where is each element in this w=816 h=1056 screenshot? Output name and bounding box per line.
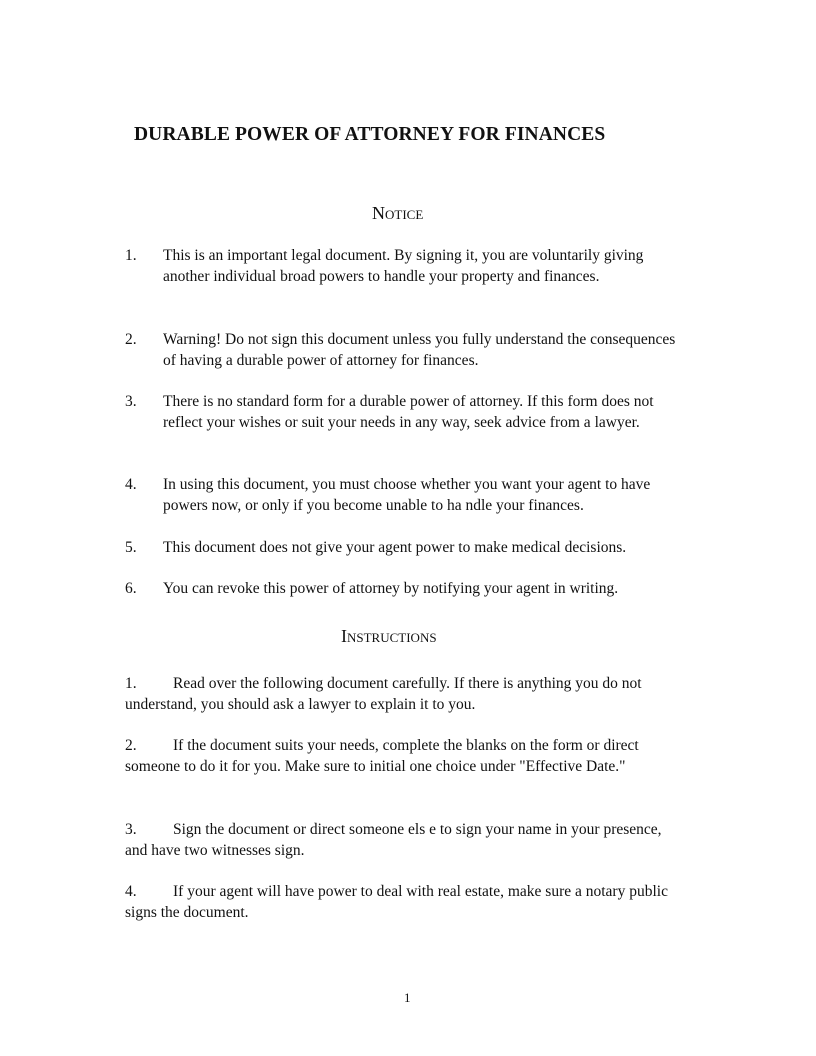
notice-item-number: 1. bbox=[125, 247, 137, 264]
page-title: DURABLE POWER OF ATTORNEY FOR FINANCES bbox=[134, 124, 606, 145]
notice-item-number: 3. bbox=[125, 393, 137, 410]
notice-item-text: In using this document, you must choose whether you want your agent to have powers now, or only if you become unable to ha ndle your finances. bbox=[163, 476, 651, 514]
instruction-item-text: Read over the following document carefully. If there is anything you do not understand, you should ask a lawyer to explain it to you. bbox=[125, 675, 642, 713]
instruction-item bbox=[125, 673, 685, 715]
instruction-item-number: 4. bbox=[125, 883, 137, 900]
instruction-item-number: 3. bbox=[125, 821, 137, 838]
instruction-item-number: 2. bbox=[125, 737, 137, 754]
page-number: 1 bbox=[404, 990, 411, 1005]
notice-item-text: This document does not give your agent power to make medical decisions. bbox=[163, 539, 627, 556]
notice-item-text: Warning! Do not sign this document unless you fully understand the consequences of having a durable power of attorney for finances. bbox=[163, 331, 676, 369]
instruction-item-text: If your agent will have power to deal with real estate, make sure a notary public signs the document. bbox=[125, 883, 668, 921]
notice-item-text: There is no standard form for a durable power of attorney. If this form does not reflect your wishes or suit your needs in any way, seek advice from a lawyer. bbox=[163, 393, 654, 431]
instruction-item-text: If the document suits your needs, complete the blanks on the form or direct someone to do it for you. Make sure to initial one choice under "Effective Date." bbox=[125, 737, 639, 775]
notice-item bbox=[125, 391, 685, 433]
instruction-item bbox=[125, 735, 685, 777]
instructions-heading: Instructions bbox=[341, 626, 437, 646]
notice-item bbox=[125, 329, 685, 371]
notice-item bbox=[125, 245, 685, 287]
notice-item-number: 5. bbox=[125, 539, 137, 556]
notice-item bbox=[125, 537, 685, 558]
notice-item-number: 6. bbox=[125, 580, 137, 597]
notice-item-text: This is an important legal document. By signing it, you are voluntarily giving another individual broad powers to handle your property and finances. bbox=[163, 247, 644, 285]
instruction-item-text: Sign the document or direct someone els e to sign your name in your presence, and have two witnesses sign. bbox=[125, 821, 662, 859]
instruction-item-number: 1. bbox=[125, 675, 137, 692]
instruction-item bbox=[125, 819, 685, 861]
notice-item-text: You can revoke this power of attorney by notifying your agent in writing. bbox=[163, 580, 619, 597]
notice-heading: Notice bbox=[372, 203, 424, 223]
notice-item-number: 4. bbox=[125, 476, 137, 493]
notice-item bbox=[125, 474, 685, 516]
instruction-item bbox=[125, 881, 685, 923]
notice-item-number: 2. bbox=[125, 331, 137, 348]
notice-item bbox=[125, 578, 685, 599]
